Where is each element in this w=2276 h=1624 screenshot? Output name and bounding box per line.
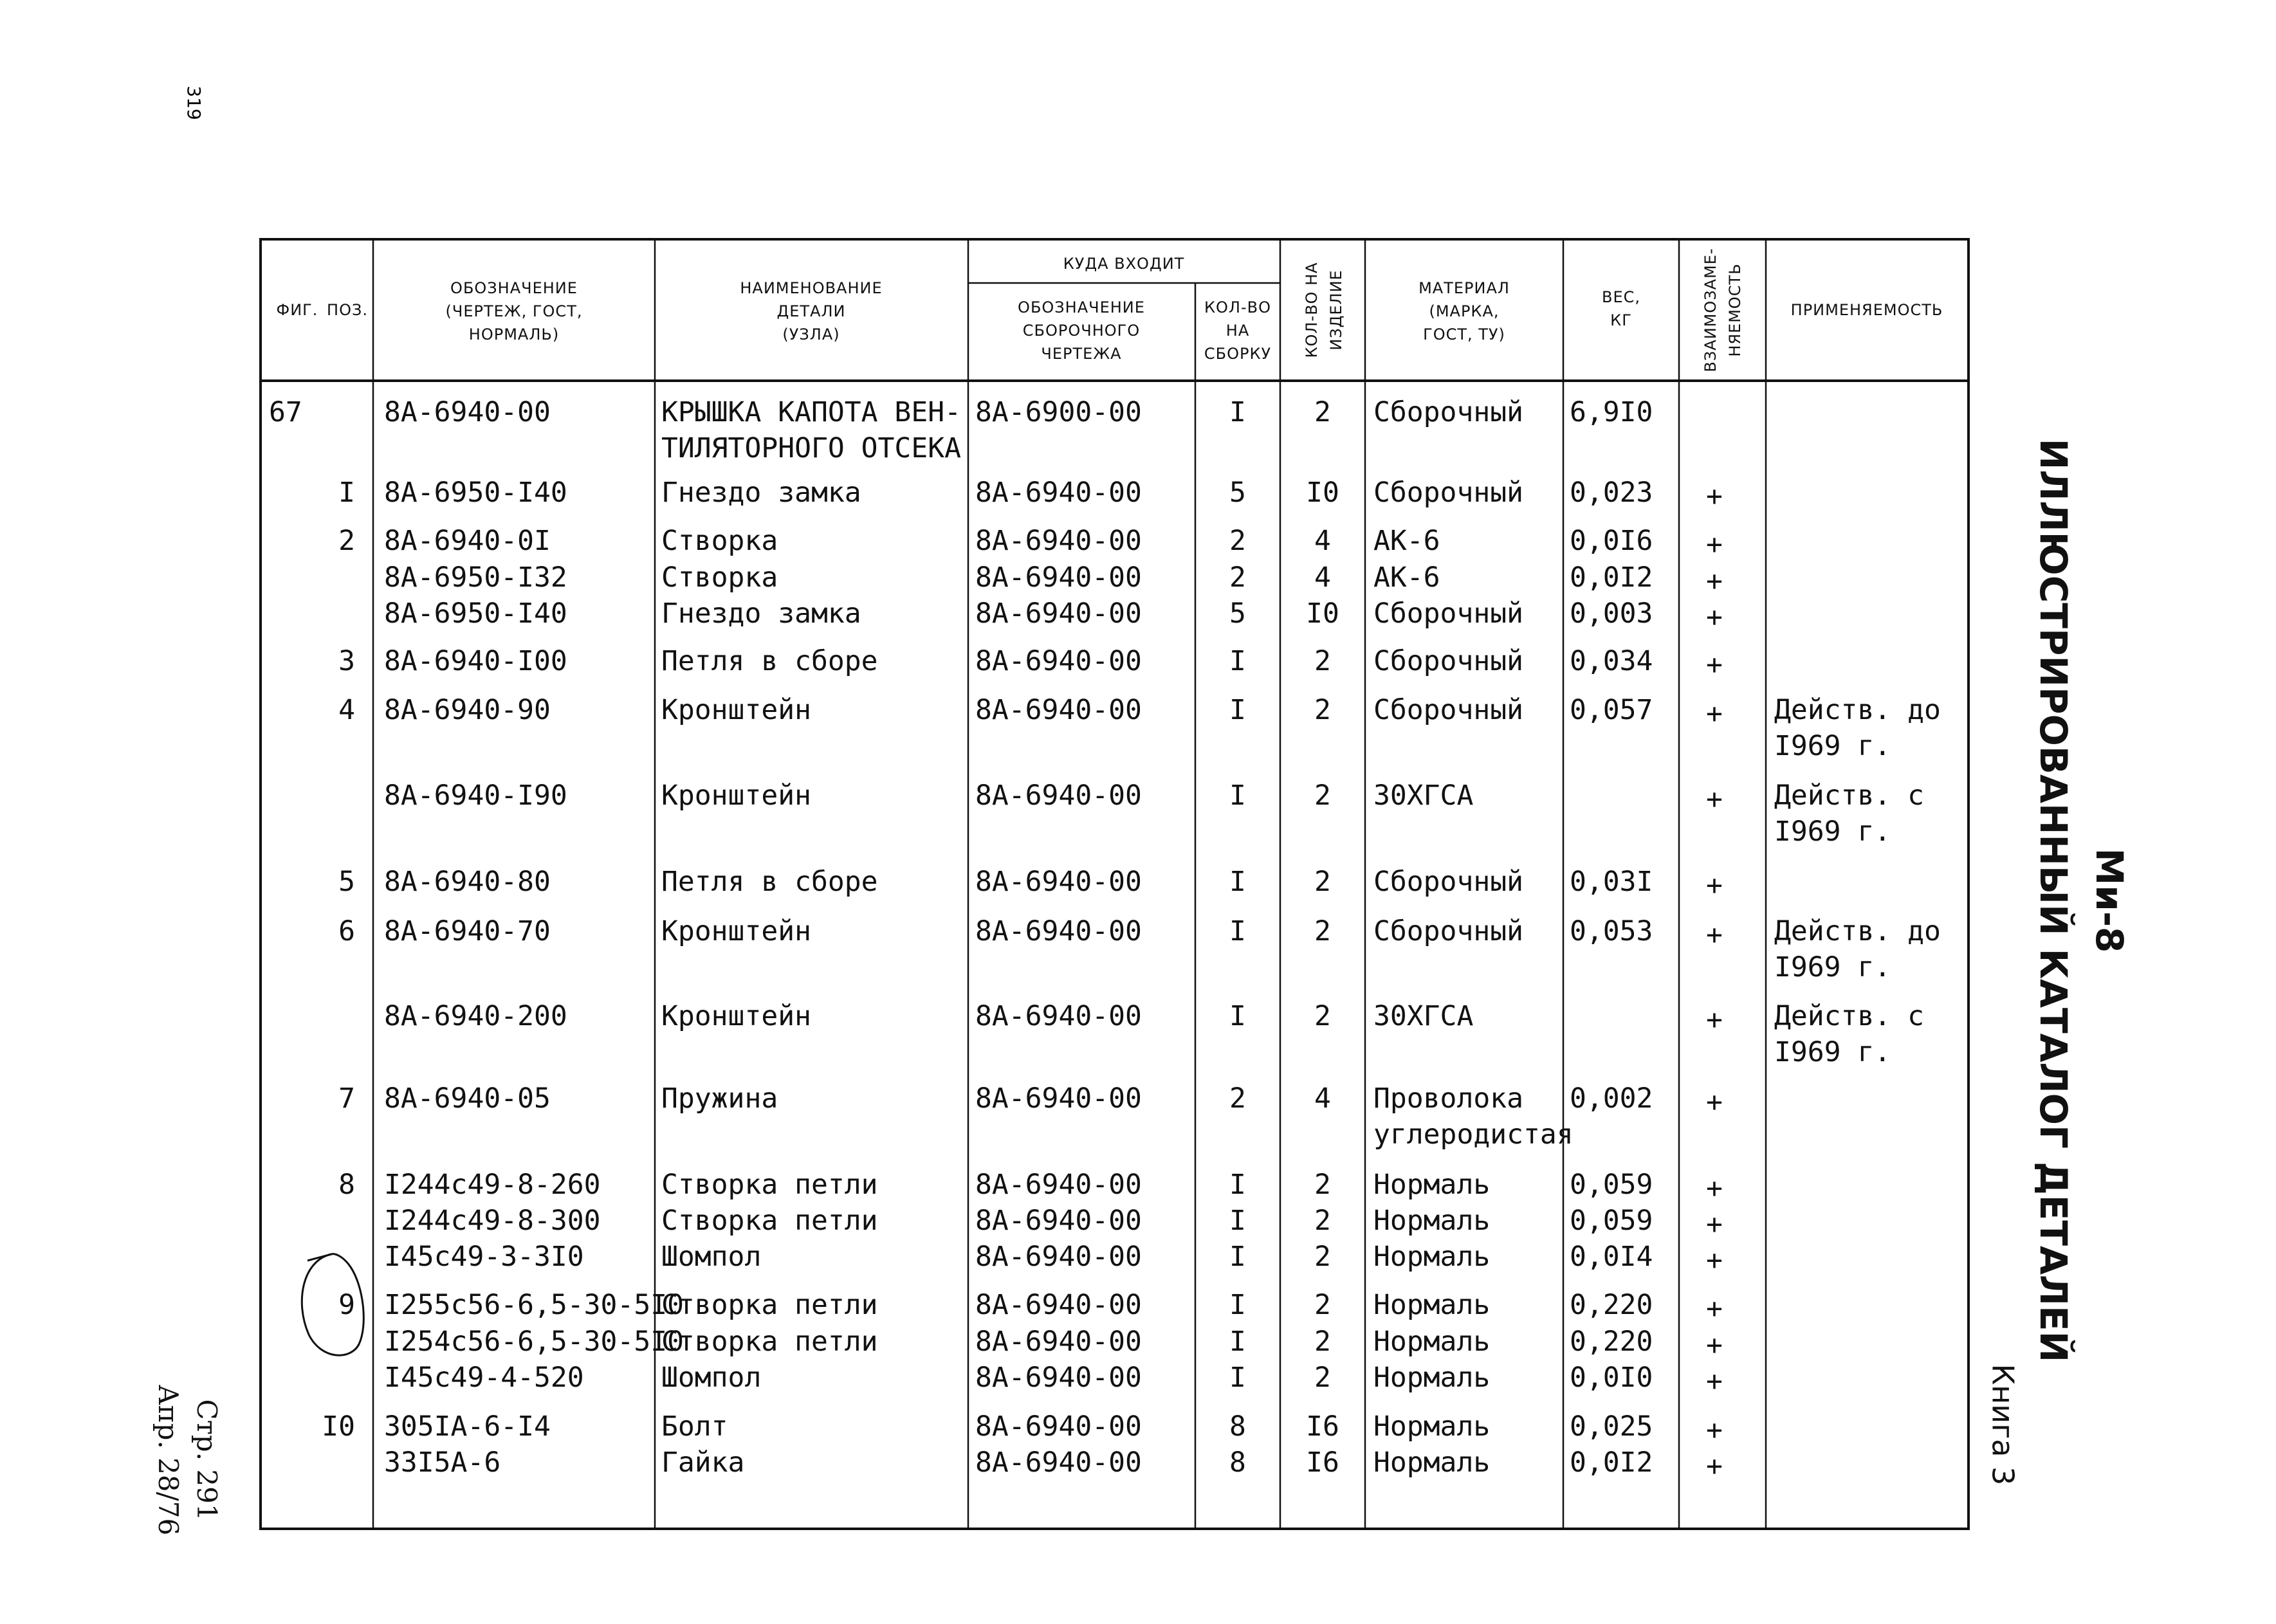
cell-interchange: + [1706, 565, 1723, 598]
table-row [384, 1241, 1723, 1277]
cell-designation: 8А-6950-I40 [384, 598, 567, 630]
cell-weight: 0,220 [1570, 1289, 1653, 1321]
cell-qty-assembly: I [1229, 1000, 1246, 1032]
cell-interchange: + [1706, 601, 1723, 634]
cell-assembly: 8А-6940-00 [975, 780, 1142, 812]
cell-name: Кронштейн [661, 780, 811, 812]
cell-assembly: 8А-6940-00 [975, 1241, 1142, 1273]
header-qty-assembly-line: КОЛ-ВО [1204, 298, 1271, 316]
header-fig: ФИГ. [276, 301, 318, 319]
cell-qty-assembly: I [1229, 1205, 1246, 1237]
cell-interchange: + [1706, 1293, 1723, 1325]
cell-material: Нормаль [1373, 1169, 1491, 1201]
cell-assembly: 8А-6900-00 [975, 396, 1142, 428]
cell-name: Створка [661, 561, 778, 594]
cell-qty-product: 2 [1314, 780, 1331, 812]
cell-pos: 4 [338, 694, 355, 726]
cell-qty-product: 2 [1314, 1362, 1331, 1394]
footer-page: Стр. 291 [191, 1399, 223, 1521]
cell-material: Сборочный [1373, 645, 1523, 677]
cell-pos: 9 [338, 1289, 355, 1321]
cell-name: Створка петли [661, 1289, 878, 1321]
cell-name: Шомпол [661, 1362, 762, 1394]
cell-name: Гайка [661, 1446, 745, 1479]
table-body [269, 396, 1941, 1483]
header-where-used: КУДА ВХОДИТ [1063, 255, 1185, 273]
cell-interchange: + [1706, 1414, 1723, 1446]
cell-interchange: + [1706, 649, 1723, 681]
cell-pos: 5 [338, 866, 355, 898]
cell-qty-assembly: 2 [1229, 525, 1246, 557]
cell-interchange: + [1706, 1209, 1723, 1241]
cell-weight: 0,002 [1570, 1082, 1653, 1115]
table-row [338, 915, 1941, 983]
cell-pos: 7 [338, 1082, 355, 1115]
cell-assembly: 8А-6940-00 [975, 915, 1142, 947]
cell-qty-assembly: I [1229, 1326, 1246, 1358]
cell-name: Пружина [661, 1082, 778, 1115]
table-row [338, 866, 1723, 902]
cell-applicability: Действ. с [1774, 780, 1924, 812]
cell-name: Шомпол [661, 1241, 762, 1273]
cell-interchange: + [1706, 1004, 1723, 1036]
cell-interchange: + [1706, 1086, 1723, 1118]
header-material-line: ГОСТ, ТУ) [1423, 325, 1505, 343]
cell-qty-product: 2 [1314, 915, 1331, 947]
page-footer [152, 1385, 223, 1535]
cell-pos: 6 [338, 915, 355, 947]
header-material-line: МАТЕРИАЛ [1418, 279, 1510, 297]
cell-assembly: 8А-6940-00 [975, 694, 1142, 726]
cell-qty-product: 2 [1314, 1205, 1331, 1237]
cell-material: АК-6 [1373, 525, 1440, 557]
cell-weight: 0,034 [1570, 645, 1653, 677]
cell-material: Сборочный [1373, 694, 1523, 726]
cell-weight: 0,053 [1570, 915, 1653, 947]
cell-weight: 0,220 [1570, 1326, 1653, 1358]
cell-assembly: 8А-6940-00 [975, 1205, 1142, 1237]
cell-name: Кронштейн [661, 915, 811, 947]
table-row [384, 1362, 1723, 1398]
page-number: 319 [183, 86, 205, 120]
cell-qty-product: 4 [1314, 1082, 1331, 1115]
side-title [1986, 439, 2131, 1486]
cell-qty-product: 2 [1314, 1326, 1331, 1358]
table-row [338, 645, 1723, 681]
cell-name: Створка петли [661, 1205, 878, 1237]
cell-applicability: Действ. до [1774, 694, 1941, 726]
header-qty-product-line: ИЗДЕЛИЕ [1327, 269, 1345, 351]
cell-weight: 0,0I2 [1570, 1446, 1653, 1479]
cell-assembly: 8А-6940-00 [975, 477, 1142, 509]
cell-qty-assembly: 8 [1229, 1410, 1246, 1443]
table-row [322, 1410, 1723, 1446]
table-row [384, 598, 1723, 634]
cell-weight: 0,023 [1570, 477, 1653, 509]
cell-designation: 8А-6940-90 [384, 694, 551, 726]
cell-assembly: 8А-6940-00 [975, 598, 1142, 630]
header-pos: ПОЗ. [327, 301, 368, 319]
cell-interchange: + [1706, 1245, 1723, 1277]
header-interchange-line: ВЗАИМОЗАМЕ- [1702, 248, 1720, 372]
cell-assembly: 8А-6940-00 [975, 1362, 1142, 1394]
cell-qty-product: 2 [1314, 645, 1331, 677]
table-row [384, 780, 1924, 848]
cell-pos: I [338, 477, 355, 509]
cell-designation: 8А-6940-200 [384, 1000, 567, 1032]
cell-interchange: + [1706, 870, 1723, 902]
cell-designation: 8А-6950-I40 [384, 477, 567, 509]
cell-name: Створка [661, 525, 778, 557]
cell-name: Гнездо замка [661, 598, 861, 630]
cell-qty-assembly: I [1229, 1241, 1246, 1273]
cell-material: Нормаль [1373, 1205, 1491, 1237]
cell-designation: 8А-6940-00 [384, 396, 551, 428]
header-weight-line: ВЕС, [1601, 288, 1641, 306]
cell-designation: 305IА-6-I4 [384, 1410, 551, 1443]
cell-weight: 0,059 [1570, 1205, 1653, 1237]
cell-qty-assembly: I [1229, 1169, 1246, 1201]
cell-pos: 2 [338, 525, 355, 557]
cell-material: Сборочный [1373, 396, 1523, 428]
cell-weight: 0,059 [1570, 1169, 1653, 1201]
cell-qty-assembly: I [1229, 1362, 1246, 1394]
header-name-line: ДЕТАЛИ [776, 302, 846, 320]
cell-assembly: 8А-6940-00 [975, 1326, 1142, 1358]
cell-interchange: + [1706, 1365, 1723, 1398]
cell-applicability: Действ. с [1774, 1000, 1924, 1032]
cell-interchange: + [1706, 1450, 1723, 1483]
table-row [338, 525, 1723, 561]
table-row [384, 561, 1723, 598]
cell-applicability: Действ. до [1774, 915, 1941, 947]
cell-designation: 8А-6950-I32 [384, 561, 567, 594]
cell-interchange: + [1706, 480, 1723, 513]
cell-material: Нормаль [1373, 1241, 1491, 1273]
cell-qty-assembly: 5 [1229, 477, 1246, 509]
cell-qty-assembly: I [1229, 866, 1246, 898]
cell-designation: I254с56-6,5-30-5I0 [384, 1326, 684, 1358]
header-assembly-line: ОБОЗНАЧЕНИЕ [1018, 298, 1145, 316]
cell-weight: 0,0I6 [1570, 525, 1653, 557]
cell-name: Петля в сборе [661, 866, 878, 898]
cell-assembly: 8А-6940-00 [975, 525, 1142, 557]
cell-pos: 8 [338, 1169, 355, 1201]
cell-qty-assembly: I [1229, 396, 1246, 428]
cell-weight: 0,0I0 [1570, 1362, 1653, 1394]
cell-assembly: 8А-6940-00 [975, 1289, 1142, 1321]
table-row [338, 1289, 1723, 1325]
cell-pos: 3 [338, 645, 355, 677]
table-row [338, 477, 1723, 513]
table-row [384, 1205, 1723, 1241]
cell-weight: 0,025 [1570, 1410, 1653, 1443]
table-row [384, 1000, 1924, 1068]
header-assembly-line: СБОРОЧНОГО [1022, 322, 1141, 340]
cell-designation: I244с49-8-260 [384, 1169, 601, 1201]
header-applicability: ПРИМЕНЯЕМОСТЬ [1790, 301, 1943, 319]
header-designation-line: (ЧЕРТЕЖ, ГОСТ, [445, 302, 583, 320]
cell-interchange: + [1706, 1172, 1723, 1205]
cell-fig: 67 [269, 396, 302, 428]
model-title: Ми-8 [2087, 848, 2131, 953]
cell-assembly: 8А-6940-00 [975, 1082, 1142, 1115]
cell-name: Гнездо замка [661, 477, 861, 509]
cell-assembly: 8А-6940-00 [975, 1446, 1142, 1479]
cell-interchange: + [1706, 783, 1723, 816]
table-row [338, 1082, 1723, 1151]
cell-material: Нормаль [1373, 1289, 1491, 1321]
cell-material: Нормаль [1373, 1410, 1491, 1443]
cell-qty-product: 4 [1314, 525, 1331, 557]
cell-weight: 0,0I2 [1570, 561, 1653, 594]
header-assembly-line: ЧЕРТЕЖА [1041, 345, 1122, 363]
header-name-line: (УЗЛА) [782, 325, 840, 343]
cell-weight: 0,03I [1570, 866, 1653, 898]
cell-material: Сборочный [1373, 915, 1523, 947]
cell-qty-product: 2 [1314, 1241, 1331, 1273]
cell-designation: I45с49-3-3I0 [384, 1241, 584, 1273]
cell-qty-assembly: 5 [1229, 598, 1246, 630]
cell-interchange: + [1706, 698, 1723, 730]
cell-qty-product: 2 [1314, 1289, 1331, 1321]
cell-assembly: 8А-6940-00 [975, 866, 1142, 898]
cell-material: Нормаль [1373, 1446, 1491, 1479]
cell-weight: 0,057 [1570, 694, 1653, 726]
cell-material: 30ХГСА [1373, 780, 1474, 812]
cell-assembly: 8А-6940-00 [975, 1410, 1142, 1443]
cell-designation: I45с49-4-520 [384, 1362, 584, 1394]
header-qty-product-line: КОЛ-ВО НА [1303, 262, 1321, 358]
cell-qty-product: 2 [1314, 694, 1331, 726]
cell-name: Кронштейн [661, 1000, 811, 1032]
cell-qty-assembly: I [1229, 645, 1246, 677]
cell-qty-product: 2 [1314, 866, 1331, 898]
cell-assembly: 8А-6940-00 [975, 1000, 1142, 1032]
cell-designation: I244с49-8-300 [384, 1205, 601, 1237]
cell-assembly: 8А-6940-00 [975, 561, 1142, 594]
cell-name: Кронштейн [661, 694, 811, 726]
header-qty-assembly-line: НА [1225, 322, 1250, 340]
cell-weight: 0,0I4 [1570, 1241, 1653, 1273]
header-designation-line: ОБОЗНАЧЕНИЕ [450, 279, 578, 297]
cell-qty-assembly: 8 [1229, 1446, 1246, 1479]
cell-qty-product: I0 [1306, 598, 1339, 630]
header-designation-line: НОРМАЛЬ) [468, 325, 560, 343]
cell-qty-product: I6 [1306, 1446, 1339, 1479]
cell-qty-assembly: I [1229, 915, 1246, 947]
cell-name: Петля в сборе [661, 645, 878, 677]
cell-material: Нормаль [1373, 1362, 1491, 1394]
book-label: Книга 3 [1985, 1364, 2021, 1486]
cell-name: ТИЛЯТОРНОГО ОТСЕКА [661, 432, 961, 464]
cell-material: углеродистая [1373, 1118, 1574, 1151]
cell-designation: 33I5А-6 [384, 1446, 501, 1479]
header-weight-line: КГ [1610, 311, 1632, 329]
cell-pos: I0 [322, 1410, 355, 1443]
table-row [384, 1446, 1723, 1483]
cell-qty-product: 2 [1314, 1169, 1331, 1201]
table-row [384, 1326, 1723, 1362]
header-interchange-line: НЯЕМОСТЬ [1726, 263, 1744, 357]
cell-qty-assembly: I [1229, 694, 1246, 726]
header-qty-assembly-line: СБОРКУ [1204, 345, 1272, 363]
footer-date: Апр. 28/76 [152, 1384, 184, 1536]
cell-qty-product: I6 [1306, 1410, 1339, 1443]
cell-designation: 8А-6940-I90 [384, 780, 567, 812]
cell-material: АК-6 [1373, 561, 1440, 594]
cell-applicability: I969 г. [1774, 951, 1891, 983]
cell-assembly: 8А-6940-00 [975, 1169, 1142, 1201]
table-header [277, 248, 1943, 372]
cell-applicability: I969 г. [1774, 730, 1891, 762]
header-name-line: НАИМЕНОВАНИЕ [740, 279, 883, 297]
cell-material: Сборочный [1373, 477, 1523, 509]
table-row [338, 694, 1941, 762]
cell-weight: 0,003 [1570, 598, 1653, 630]
cell-designation: 8А-6940-70 [384, 915, 551, 947]
cell-designation: I255с56-6,5-30-5I0 [384, 1289, 684, 1321]
table-row [338, 1169, 1723, 1205]
cell-material: Сборочный [1373, 866, 1523, 898]
cell-qty-assembly: I [1229, 780, 1246, 812]
cell-qty-assembly: 2 [1229, 1082, 1246, 1115]
cell-designation: 8А-6940-0I [384, 525, 551, 557]
cell-qty-assembly: 2 [1229, 561, 1246, 594]
header-material-line: (МАРКА, [1429, 302, 1500, 320]
cell-qty-product: I0 [1306, 477, 1339, 509]
cell-material: Проволока [1373, 1082, 1523, 1115]
cell-applicability: I969 г. [1774, 816, 1891, 848]
cell-name: Створка петли [661, 1326, 878, 1358]
cell-name: Створка петли [661, 1169, 878, 1201]
cell-applicability: I969 г. [1774, 1036, 1891, 1068]
cell-assembly: 8А-6940-00 [975, 645, 1142, 677]
cell-designation: 8А-6940-05 [384, 1082, 551, 1115]
cell-qty-product: 4 [1314, 561, 1331, 594]
cell-material: Сборочный [1373, 598, 1523, 630]
cell-interchange: + [1706, 919, 1723, 951]
cell-designation: 8А-6940-I00 [384, 645, 567, 677]
cell-qty-assembly: I [1229, 1289, 1246, 1321]
cell-material: 30ХГСА [1373, 1000, 1474, 1032]
cell-designation: 8А-6940-80 [384, 866, 551, 898]
cell-name: КРЫШКА КАПОТА ВЕН- [661, 396, 961, 428]
cell-interchange: + [1706, 529, 1723, 561]
cell-weight: 6,9I0 [1570, 396, 1653, 428]
table-row [269, 396, 1653, 464]
cell-interchange: + [1706, 1329, 1723, 1362]
cell-qty-product: 2 [1314, 1000, 1331, 1032]
cell-material: Нормаль [1373, 1326, 1491, 1358]
catalog-title: ИЛЛЮСТРИРОВАННЫЙ КАТАЛОГ ДЕТАЛЕЙ [2031, 438, 2075, 1363]
cell-name: Болт [661, 1410, 728, 1443]
cell-qty-product: 2 [1314, 396, 1331, 428]
